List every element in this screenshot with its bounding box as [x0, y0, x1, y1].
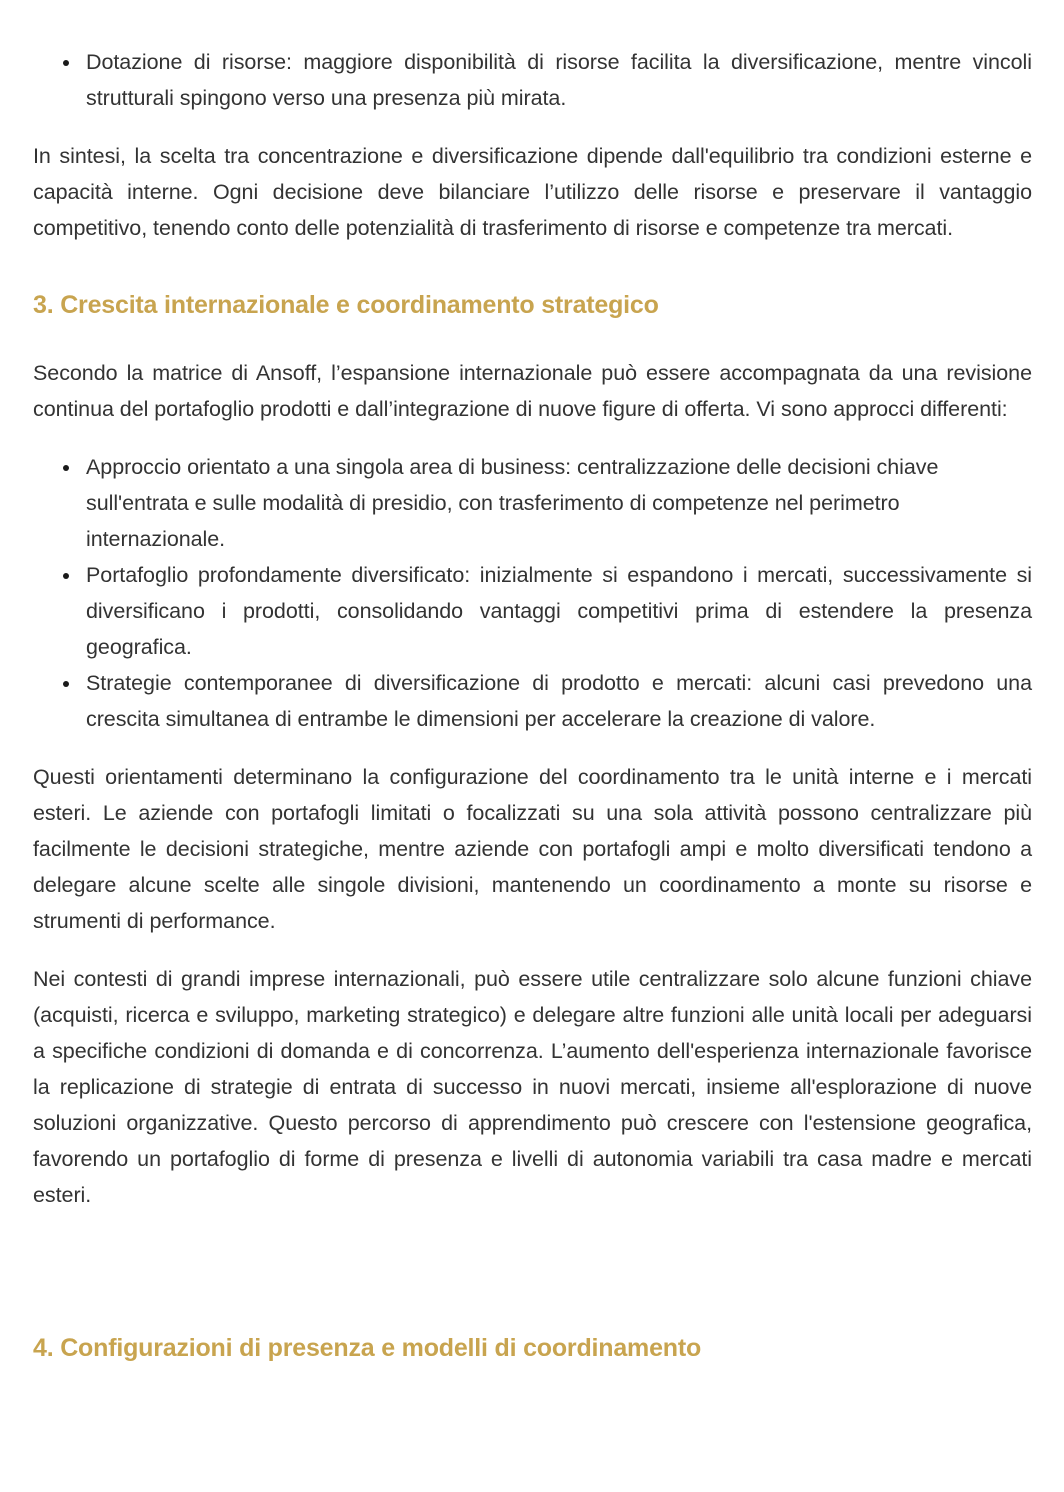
list-item	[33, 557, 1032, 665]
spacer	[33, 427, 1032, 449]
document-content	[33, 0, 1032, 1365]
paragraph-ansoff: Secondo la matrice di Ansoff, l’espansione internazionale può essere accompagnata da una revisione continua del portafoglio prodotti e dall’integrazione di nuove figure di offerta. Vi sono approcci differenti:	[33, 361, 1032, 421]
bullet-list-resources	[33, 44, 1032, 116]
paragraph-sintesi: In sintesi, la scelta tra concentrazione e diversificazione dipende dall'equilibrio tra condizioni esterne e capacità interne. Ogni decisione deve bilanciare l’utilizzo delle risorse e preservare il vantaggio competitivo, tenendo conto delle potenzialità di trasferimento di risorse e competenze tra mercati.	[33, 144, 1032, 240]
section-heading-3: 3. Crescita internazionale e coordinamento strategico	[33, 291, 659, 319]
page-break-spacer	[33, 1213, 1032, 1331]
spacer	[33, 939, 1032, 961]
list-item	[33, 44, 1032, 116]
list-item	[33, 449, 1032, 557]
top-spacer	[33, 0, 1032, 44]
paragraph-orientamenti: Questi orientamenti determinano la configurazione del coordinamento tra le unità interne e i mercati esteri. Le aziende con portafogli limitati o focalizzati su una sola attività possono centralizzare più facilmente le decisioni strategiche, mentre aziende con portafogli ampi e molto diversificati tendono a delegare alcune scelte alle singole divisioni, mantenendo un coordinamento a monte su risorse e strumenti di performance.	[33, 765, 1032, 933]
paragraph-grandi-imprese: Nei contesti di grandi imprese internazionali, può essere utile centralizzare solo alcune funzioni chiave (acquisti, ricerca e sviluppo, marketing strategico) e delegare altre funzioni alle unità locali per adeguarsi a specifiche condizioni di domanda e di concorrenza. L’aumento dell'esperienza internazionale favorisce la replicazione di strategie di entrata di successo in nuovi mercati, insieme all'esplorazione di nuove soluzioni organizzative. Questo percorso di apprendimento può crescere con l'estensione geografica, favorendo un portafoglio di forme di presenza e livelli di autonomia variabili tra casa madre e mercati esteri.	[33, 967, 1032, 1207]
list-item-text: Portafoglio profondamente diversificato: inizialmente si espandono i mercati, successivamente si diversificano i prodotti, consolidando vantaggi competitivi prima di estendere la presenza geografica.	[86, 563, 1032, 659]
spacer	[33, 246, 1032, 288]
spacer	[33, 737, 1032, 759]
bullet-list-approcci	[33, 449, 1032, 737]
section-heading-4: 4. Configurazioni di presenza e modelli di coordinamento	[33, 1334, 702, 1362]
list-item-text: Dotazione di risorse: maggiore disponibilità di risorse facilita la diversificazione, mentre vincoli strutturali spingono verso una presenza più mirata.	[86, 50, 1032, 110]
spacer	[33, 322, 1032, 355]
list-item-text: Strategie contemporanee di diversificazione di prodotto e mercati: alcuni casi prevedono una crescita simultanea di entrambe le dimensioni per accelerare la creazione di valore.	[86, 671, 1032, 731]
list-item	[33, 665, 1032, 737]
spacer	[33, 116, 1032, 138]
list-item-text: Approccio orientato a una singola area di business: centralizzazione delle decisioni chiave sull'entrata e sulle modalità di presidio, con trasferimento di competenze nel perimetro internazionale.	[86, 455, 939, 551]
